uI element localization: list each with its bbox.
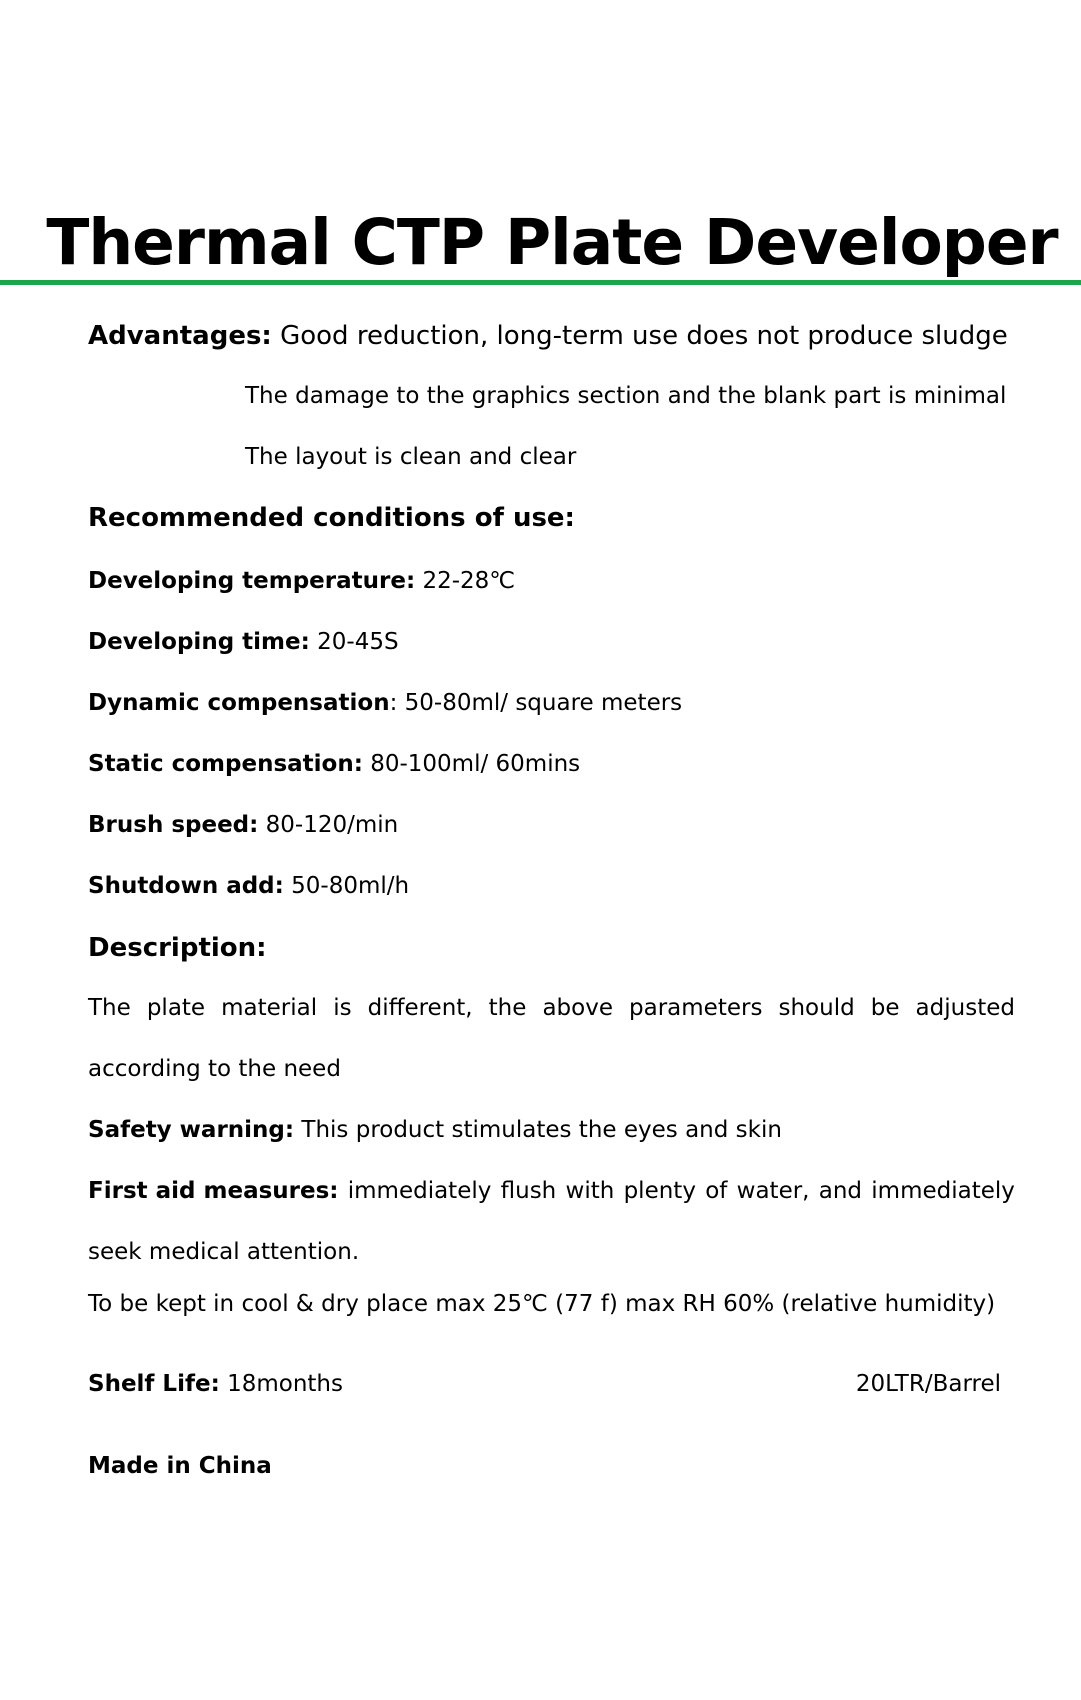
advantage-item: Good reduction, long-term use does not produce sludge xyxy=(280,321,1008,351)
description-line xyxy=(88,992,1015,1024)
condition-label: Shutdown add: xyxy=(88,873,284,899)
condition-label: Brush speed: xyxy=(88,812,259,838)
first-aid-word: immediately xyxy=(871,1178,1015,1204)
description-word: is xyxy=(333,995,352,1021)
advantages-line xyxy=(88,318,1008,354)
first-aid-label: First aid measures: xyxy=(88,1178,339,1204)
packaging: 20LTR/Barrel xyxy=(855,1371,1001,1397)
condition-label: Developing time: xyxy=(88,629,310,655)
condition-row xyxy=(88,626,399,658)
condition-value: 50-80ml/h xyxy=(283,873,410,899)
safety-warning xyxy=(88,1114,782,1146)
description-heading: Description: xyxy=(88,933,267,963)
condition-row xyxy=(88,809,398,841)
condition-value: 80-100ml/ 60mins xyxy=(362,751,581,777)
condition-row xyxy=(88,870,409,902)
shelf-life-label: Shelf Life: xyxy=(88,1371,220,1397)
description-word: adjusted xyxy=(915,995,1015,1021)
origin: Made in China xyxy=(88,1453,272,1479)
first-aid-word: of xyxy=(705,1178,728,1204)
title-divider xyxy=(0,280,1081,285)
shelf-life-value: 18months xyxy=(219,1371,343,1397)
condition-label: Developing temperature: xyxy=(88,568,416,594)
first-aid-word: with xyxy=(565,1178,615,1204)
first-aid-word: water, xyxy=(736,1178,810,1204)
condition-row xyxy=(88,687,682,719)
condition-value: : 50-80ml/ square meters xyxy=(389,690,683,716)
condition-label: Static compensation: xyxy=(88,751,363,777)
advantage-item: The layout is clean and clear xyxy=(245,444,577,470)
first-aid-word: and xyxy=(818,1178,863,1204)
conditions-heading: Recommended conditions of use: xyxy=(88,503,575,533)
shelf-life xyxy=(88,1368,343,1400)
condition-value: 22-28℃ xyxy=(415,568,516,594)
description-word: be xyxy=(870,995,900,1021)
page-title: Thermal CTP Plate Developer xyxy=(46,206,1058,279)
storage-note: To be kept in cool & dry place max 25℃ (77 f) max RH 60% (relative humidity) xyxy=(88,1291,996,1317)
first-aid-word: flush xyxy=(500,1178,557,1204)
description-word: different, xyxy=(367,995,473,1021)
advantages-label: Advantages: xyxy=(88,321,272,351)
safety-label: Safety warning: xyxy=(88,1117,295,1143)
description-word: material xyxy=(221,995,318,1021)
first-aid-word: plenty xyxy=(623,1178,696,1204)
description-word: should xyxy=(778,995,855,1021)
condition-label: Dynamic compensation xyxy=(88,690,390,716)
first-aid-line: seek medical attention. xyxy=(88,1239,360,1265)
description-word: above xyxy=(542,995,613,1021)
description-line: according to the need xyxy=(88,1056,341,1082)
condition-row xyxy=(88,748,580,780)
description-word: parameters xyxy=(629,995,763,1021)
condition-value: 20-45S xyxy=(309,629,399,655)
advantage-item: The damage to the graphics section and the blank part is minimal xyxy=(245,383,1007,409)
description-word: The xyxy=(88,995,131,1021)
safety-value: This product stimulates the eyes and skin xyxy=(294,1117,782,1143)
condition-row xyxy=(88,565,515,597)
first-aid-line xyxy=(88,1175,1015,1207)
description-word: the xyxy=(488,995,527,1021)
condition-value: 80-120/min xyxy=(258,812,399,838)
first-aid-word: immediately xyxy=(347,1178,492,1204)
description-word: plate xyxy=(146,995,206,1021)
